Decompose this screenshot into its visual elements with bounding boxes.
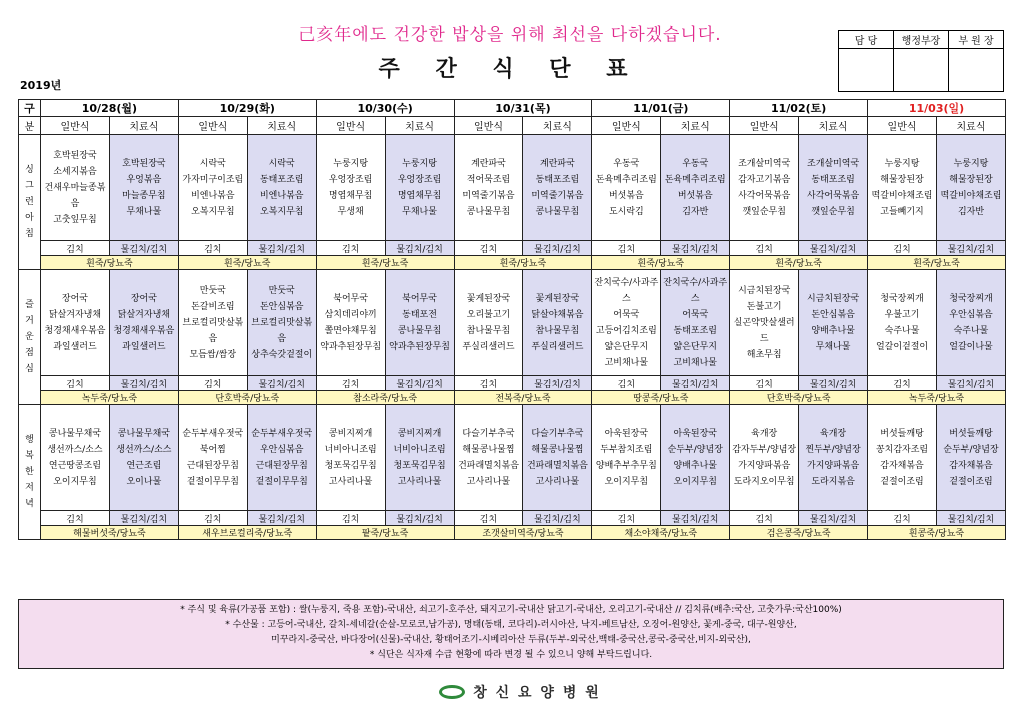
porridge-cell: 흰죽/당뇨죽	[868, 256, 1006, 270]
porridge-cell: 팥죽/당뇨죽	[316, 526, 454, 540]
hospital-emblem-icon	[439, 685, 465, 699]
kimchi-general: 김치	[868, 376, 937, 391]
therapy-dishes: 아욱된장국 순두부/양념장 양배추나물 오이지무침	[661, 405, 730, 511]
general-dishes: 버섯들깨탕 꽁치감자조림 감자채볶음 겉절이조림	[868, 405, 937, 511]
kimchi-therapy: 물김치/김치	[661, 376, 730, 391]
date-header: 10/31(목)	[454, 100, 592, 117]
kimchi-therapy: 물김치/김치	[661, 241, 730, 256]
general-diet-header: 일반식	[454, 117, 523, 135]
porridge-cell: 흰죽/당뇨죽	[592, 256, 730, 270]
note-line: 미꾸라지-중국산, 바다장어(신물)-국내산, 황태어조기-시베리아산 두류(두부-외국산,백태-중국산,콩국-중국산,비지-외국산),	[271, 635, 751, 645]
kimchi-general: 김치	[868, 241, 937, 256]
meal-label: 즐 거 운 점 심	[19, 270, 41, 405]
therapy-dishes: 시락국 동태포조림 비엔나볶음 오복지무침	[247, 135, 316, 241]
therapy-dishes: 잔치국수/사과주스 어묵국 동태포조림 얇은단무지 고비채나물	[661, 270, 730, 376]
general-dishes: 시금치된장국 돈불고기 실곤약맛살샐러드 해초무침	[730, 270, 799, 376]
general-dishes: 호박된장국 소세지볶음 건새우마늘종볶음 고춧잎무침	[41, 135, 110, 241]
general-dishes: 만둣국 돈갈비조림 브로컬리맛살볶음 모듬쌈/쌈장	[178, 270, 247, 376]
porridge-cell: 새우브로컬리죽/당뇨죽	[178, 526, 316, 540]
therapy-dishes: 청국장찌개 우안심볶음 숙주나물 얼갈이나물	[936, 270, 1005, 376]
porridge-cell: 녹두죽/당뇨죽	[41, 391, 179, 405]
meal-label: 싱 그 런 아 침	[19, 135, 41, 270]
porridge-row	[19, 391, 1006, 405]
porridge-cell: 단호박죽/당뇨죽	[730, 391, 868, 405]
general-dishes: 콩나물무채국 생선까스/소스 연근땅콩조림 오이지무침	[41, 405, 110, 511]
kimchi-row	[19, 511, 1006, 526]
general-dishes: 누룽지탕 우엉장조림 명엽채무침 무생채	[316, 135, 385, 241]
slogan: 己亥年에도 건강한 밥상을 위해 최선을 다하겠습니다.	[298, 25, 722, 45]
kimchi-therapy: 물김치/김치	[661, 511, 730, 526]
kimchi-general: 김치	[730, 241, 799, 256]
date-header: 11/02(토)	[730, 100, 868, 117]
general-dishes: 장어국 닭살겨자냉채 청경채새우볶음 과일샐러드	[41, 270, 110, 376]
note-line: * 식단은 식자재 수급 현황에 따라 변경 될 수 있으니 양해 부탁드립니다.	[369, 650, 653, 660]
kimchi-therapy: 물김치/김치	[109, 241, 178, 256]
therapy-dishes: 콩비지찌개 너비아니조림 청포묵김무침 고사리나물	[385, 405, 454, 511]
sub-header-row	[19, 117, 1006, 135]
kimchi-therapy: 물김치/김치	[247, 376, 316, 391]
general-dishes: 잔치국수/사과주스 어묵국 고등어김치조림 얇은단무지 고비채나물	[592, 270, 661, 376]
therapy-dishes: 우동국 돈육메추리조림 버섯볶음 김자반	[661, 135, 730, 241]
kimchi-general: 김치	[868, 511, 937, 526]
kimchi-general: 김치	[454, 511, 523, 526]
therapy-dishes: 북어무국 동태포전 콩나물무침 약과추된장무침	[385, 270, 454, 376]
hospital-name: 창 신 요 양 병 원	[473, 685, 601, 701]
therapy-diet-header: 치료식	[109, 117, 178, 135]
therapy-dishes: 버섯들깨탕 순두부/양념장 감자채볶음 겉절이조림	[936, 405, 1005, 511]
general-dishes: 누룽지탕 해물장된장 떡갈비야채조림 고들빼기지	[868, 135, 937, 241]
kimchi-therapy: 물김치/김치	[109, 511, 178, 526]
general-dishes: 조개살미역국 감자고기볶음 사각어묵볶음 깻잎순무침	[730, 135, 799, 241]
category-header: 구	[19, 100, 41, 117]
general-diet-header: 일반식	[316, 117, 385, 135]
kimchi-general: 김치	[592, 376, 661, 391]
kimchi-therapy: 물김치/김치	[936, 376, 1005, 391]
kimchi-general: 김치	[316, 241, 385, 256]
kimchi-therapy: 물김치/김치	[247, 241, 316, 256]
date-header: 10/30(수)	[316, 100, 454, 117]
kimchi-general: 김치	[41, 511, 110, 526]
porridge-cell: 단호박죽/당뇨죽	[178, 391, 316, 405]
kimchi-therapy: 물김치/김치	[936, 241, 1005, 256]
therapy-dishes: 시금치된장국 돈안심볶음 양배추나물 무채나물	[799, 270, 868, 376]
therapy-dishes: 누룽지탕 해물장된장 떡갈비야채조림 김자반	[936, 135, 1005, 241]
therapy-diet-header: 치료식	[523, 117, 592, 135]
kimchi-general: 김치	[454, 376, 523, 391]
therapy-diet-header: 치료식	[661, 117, 730, 135]
general-dishes: 꽃게된장국 오리불고기 참나물무침 푸실리샐러드	[454, 270, 523, 376]
kimchi-therapy: 물김치/김치	[523, 376, 592, 391]
note-line: * 수산물 : 고등어-국내산, 갈치-세네갈(순살-모로코,남가공), 명태(동태, 코다리)-러시아산, 낙지-베트남산, 오징어-원양산, 꽃게-중국, 대구-원양산,	[225, 620, 797, 630]
kimchi-general: 김치	[178, 241, 247, 256]
therapy-diet-header: 치료식	[936, 117, 1005, 135]
note-line: * 주식 및 육류(가공품 포함) : 쌀(누룽지, 죽용 포함)-국내산, 쇠고기-호주산, 돼지고기-국내산 닭고기-국내산, 오리고기-국내산 // 김치류(배추:국산, 고춧가루:국산100%)	[180, 605, 842, 615]
porridge-cell: 검은콩죽/당뇨죽	[730, 526, 868, 540]
approval-label: 부 원 장	[949, 31, 1004, 49]
therapy-dishes: 콩나물무채국 생선까스/소스 연근조림 오이나물	[109, 405, 178, 511]
meal-label: 행 복 한 저 녁	[19, 405, 41, 540]
therapy-dishes: 순두부새우젓국 우안심볶음 근대된장무침 겉절이무무침	[247, 405, 316, 511]
category-header: 분	[19, 117, 41, 135]
kimchi-row	[19, 376, 1006, 391]
kimchi-therapy: 물김치/김치	[936, 511, 1005, 526]
date-header: 11/01(금)	[592, 100, 730, 117]
page-title: 주 간 식 단 표	[378, 57, 642, 82]
porridge-row	[19, 256, 1006, 270]
general-diet-header: 일반식	[178, 117, 247, 135]
year-label: 2019년	[20, 79, 62, 92]
general-dishes: 북어무국 삼치데리야끼 쫄면야채무침 약과추된장무침	[316, 270, 385, 376]
kimchi-therapy: 물김치/김치	[523, 241, 592, 256]
therapy-dishes: 조개살미역국 동태포조림 사각어묵볶음 깻잎순무침	[799, 135, 868, 241]
kimchi-therapy: 물김치/김치	[247, 511, 316, 526]
porridge-cell: 흰죽/당뇨죽	[454, 256, 592, 270]
porridge-cell: 흰죽/당뇨죽	[316, 256, 454, 270]
kimchi-general: 김치	[316, 376, 385, 391]
kimchi-therapy: 물김치/김치	[109, 376, 178, 391]
kimchi-therapy: 물김치/김치	[385, 376, 454, 391]
porridge-cell: 흰죽/당뇨죽	[178, 256, 316, 270]
porridge-cell: 땅콩죽/당뇨죽	[592, 391, 730, 405]
porridge-cell: 흰콩죽/당뇨죽	[868, 526, 1006, 540]
therapy-dishes: 꽃게된장국 닭살야채볶음 참나물무침 푸실리샐러드	[523, 270, 592, 376]
hospital-logo	[400, 680, 640, 704]
kimchi-general: 김치	[730, 376, 799, 391]
porridge-cell: 녹두죽/당뇨죽	[868, 391, 1006, 405]
kimchi-general: 김치	[592, 241, 661, 256]
approval-sign-box	[894, 49, 949, 92]
therapy-dishes: 누룽지탕 우엉장조림 명엽채무침 무채나물	[385, 135, 454, 241]
kimchi-general: 김치	[316, 511, 385, 526]
therapy-dishes: 만둣국 돈안심볶음 브로컬리맛살볶음 상추숙갓겉절이	[247, 270, 316, 376]
notes-box	[18, 599, 1004, 669]
therapy-dishes: 장어국 닭살겨자냉채 청경채새우볶음 과일샐러드	[109, 270, 178, 376]
therapy-dishes: 호박된장국 우엉볶음 마늘종무침 무채나물	[109, 135, 178, 241]
date-header-row	[19, 100, 1006, 117]
approval-sign-box	[839, 49, 894, 92]
kimchi-row	[19, 241, 1006, 256]
general-dishes: 청국장찌개 우불고기 숙주나물 얼갈이겉절이	[868, 270, 937, 376]
general-diet-header: 일반식	[592, 117, 661, 135]
porridge-cell: 전복죽/당뇨죽	[454, 391, 592, 405]
porridge-cell: 흰죽/당뇨죽	[41, 256, 179, 270]
meal-row	[19, 405, 1006, 511]
date-header: 10/29(화)	[178, 100, 316, 117]
meal-row	[19, 135, 1006, 241]
porridge-row	[19, 526, 1006, 540]
kimchi-general: 김치	[592, 511, 661, 526]
kimchi-therapy: 물김치/김치	[799, 376, 868, 391]
approval-sign-box	[949, 49, 1004, 92]
kimchi-therapy: 물김치/김치	[385, 241, 454, 256]
kimchi-general: 김치	[454, 241, 523, 256]
therapy-dishes: 계란파국 동태포조림 미역줄기볶음 콩나물무침	[523, 135, 592, 241]
porridge-cell: 참소라죽/당뇨죽	[316, 391, 454, 405]
kimchi-general: 김치	[41, 376, 110, 391]
menu-body	[19, 100, 1006, 540]
general-dishes: 육개장 감자두부/양념장 가지양파볶음 도라지오이무침	[730, 405, 799, 511]
general-dishes: 콩비지찌개 너비아니조림 청포묵김무침 고사리나물	[316, 405, 385, 511]
general-diet-header: 일반식	[730, 117, 799, 135]
therapy-dishes: 육개장 찐두부/양념장 가지양파볶음 도라지볶음	[799, 405, 868, 511]
therapy-dishes: 다슬기부추국 해물콩나물찜 건파래멸치볶음 고사리나물	[523, 405, 592, 511]
general-dishes: 순두부새우젓국 북어찜 근대된장무침 겉절이무무침	[178, 405, 247, 511]
kimchi-therapy: 물김치/김치	[799, 511, 868, 526]
approval-label: 행정부장	[894, 31, 949, 49]
general-diet-header: 일반식	[868, 117, 937, 135]
kimchi-general: 김치	[41, 241, 110, 256]
kimchi-general: 김치	[178, 376, 247, 391]
porridge-cell: 해물버섯죽/당뇨죽	[41, 526, 179, 540]
general-dishes: 계란파국 적어묵조림 미역줄기볶음 콩나물무침	[454, 135, 523, 241]
porridge-cell: 흰죽/당뇨죽	[730, 256, 868, 270]
date-header: 11/03(일)	[868, 100, 1006, 117]
meal-row	[19, 270, 1006, 376]
kimchi-therapy: 물김치/김치	[385, 511, 454, 526]
kimchi-therapy: 물김치/김치	[523, 511, 592, 526]
approval-box	[838, 30, 1004, 92]
porridge-cell: 조갯살미역죽/당뇨죽	[454, 526, 592, 540]
kimchi-therapy: 물김치/김치	[799, 241, 868, 256]
therapy-diet-header: 치료식	[385, 117, 454, 135]
general-dishes: 아욱된장국 두부참치조림 양배추부추무침 오이지무침	[592, 405, 661, 511]
weekly-menu-table	[18, 99, 1006, 540]
date-header: 10/28(월)	[41, 100, 179, 117]
kimchi-general: 김치	[730, 511, 799, 526]
approval-label: 담 당	[839, 31, 894, 49]
general-dishes: 우동국 돈육메추리조림 버섯볶음 도시락김	[592, 135, 661, 241]
general-dishes: 다슬기부추국 해물콩나물찜 건파래멸치볶음 고사리나물	[454, 405, 523, 511]
porridge-cell: 채소야채죽/당뇨죽	[592, 526, 730, 540]
kimchi-general: 김치	[178, 511, 247, 526]
therapy-diet-header: 치료식	[247, 117, 316, 135]
general-diet-header: 일반식	[41, 117, 110, 135]
general-dishes: 시락국 가자미구이조림 비엔나볶음 오복지무침	[178, 135, 247, 241]
therapy-diet-header: 치료식	[799, 117, 868, 135]
